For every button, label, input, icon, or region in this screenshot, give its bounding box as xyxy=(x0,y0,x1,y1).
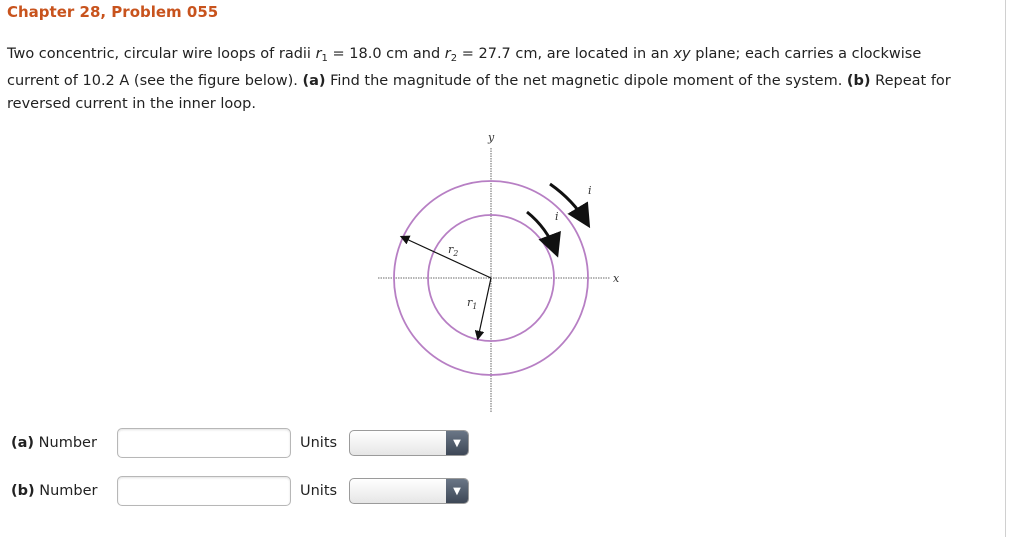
answer-a-label: (a) Number xyxy=(11,435,97,451)
r2-figure-label: $r_2$ xyxy=(448,243,459,258)
inner-current-arrow xyxy=(527,212,556,252)
answer-a-number-input[interactable] xyxy=(117,428,291,458)
text-segment: Find the magnitude of the net magnetic dipole moment of the system. xyxy=(325,73,847,89)
answer-a-units-label: Units xyxy=(300,435,338,451)
r2-var: r xyxy=(444,46,451,62)
r2-radius-arrow xyxy=(402,237,491,278)
x-axis-label: x xyxy=(613,272,620,285)
answer-row-a xyxy=(11,428,481,462)
r2-sub: 2 xyxy=(450,53,458,64)
answer-a-units-select[interactable] xyxy=(349,430,469,456)
text-segment: Repeat for reversed current in the inner loop. xyxy=(7,73,951,112)
concentric-loops-figure xyxy=(370,128,630,418)
answer-b-number-input[interactable] xyxy=(117,476,291,506)
problem-title: Chapter 28, Problem 055 xyxy=(7,3,219,21)
outer-current-label: i xyxy=(588,184,592,197)
y-axis-label: y xyxy=(488,131,495,144)
dropdown-arrow-icon[interactable]: ▼ xyxy=(446,431,468,455)
answer-b-units-select[interactable] xyxy=(349,478,469,504)
answer-b-label: (b) Number xyxy=(11,483,98,499)
r1-var: r xyxy=(315,46,322,62)
right-scrollbar-edge[interactable] xyxy=(1005,0,1024,537)
r1-figure-label: $r_1$ xyxy=(467,296,478,311)
inner-current-label: i xyxy=(555,210,559,223)
answer-row-b xyxy=(11,476,481,510)
problem-statement xyxy=(7,43,967,116)
r1-sub: 1 xyxy=(321,53,328,64)
part-b-tag: (b) xyxy=(846,73,871,89)
text-segment: = 27.7 cm, are located in an xyxy=(457,46,674,62)
answer-b-units-label: Units xyxy=(300,483,338,499)
part-a-tag: (a) xyxy=(302,73,326,89)
xy-var: xy xyxy=(673,46,691,62)
r1-radius-arrow xyxy=(478,278,491,338)
text-segment: plane; each carries a clockwise current of 10.2 A (see the figure below). xyxy=(7,46,922,89)
text-segment: = 18.0 cm and xyxy=(327,46,445,62)
text-segment: Two concentric, circular wire loops of radii xyxy=(7,46,316,62)
dropdown-arrow-icon[interactable]: ▼ xyxy=(446,479,468,503)
